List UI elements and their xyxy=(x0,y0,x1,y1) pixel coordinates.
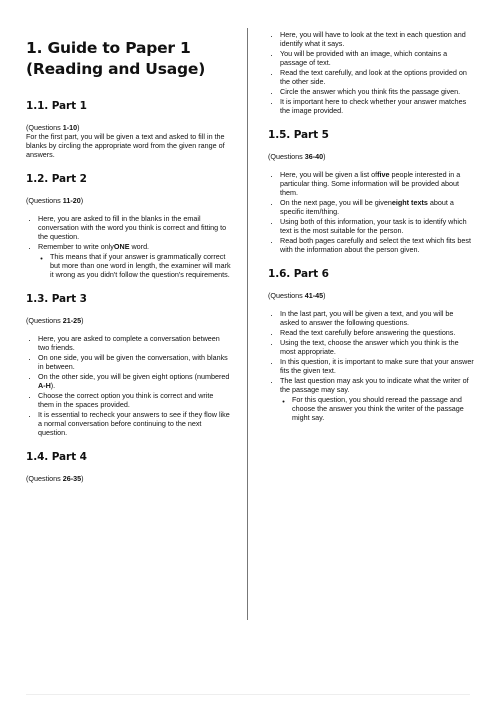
list-item: • On the other side, you will be given eight options (numbered A-H). xyxy=(38,372,231,390)
list-item: • On one side, you will be given the conversation, with blanks in between. xyxy=(38,353,231,371)
section-part-1 xyxy=(26,100,231,159)
list-item: • It is important here to check whether your answer matches the image provided. xyxy=(280,97,474,115)
list-item: • Read the text carefully before answering the questions. xyxy=(280,328,474,337)
right-column xyxy=(268,30,474,436)
section-heading: 1.2. Part 2 xyxy=(26,173,87,185)
list-item: • Here, you are asked to complete a conversation between two friends. xyxy=(38,334,231,352)
section-part-3 xyxy=(26,293,231,437)
section-heading: 1.5. Part 5 xyxy=(268,129,329,141)
section-part-5 xyxy=(268,129,474,254)
section-heading: 1.4. Part 4 xyxy=(26,451,87,463)
list-item: • Read the text carefully, and look at the options provided on the other side. xyxy=(280,68,474,86)
section-part-4 xyxy=(26,451,231,483)
question-range: (Questions 41-45) xyxy=(268,291,326,300)
list-item: • In this question, it is important to make sure that your answer fits the given text. xyxy=(280,357,474,375)
question-range: (Questions 11-20) xyxy=(26,196,84,205)
list-item: • You will be provided with an image, which contains a passage of text. xyxy=(280,49,474,67)
section-text: For the first part, you will be given a text and asked to fill in the blanks by circling the appropriate word from the given range of answers. xyxy=(26,132,225,159)
left-column xyxy=(26,32,231,497)
list-item: • Choose the correct option you think is correct and write them in the spaces provided. xyxy=(38,391,231,409)
page-bottom-rule xyxy=(26,694,470,695)
section-heading: 1.3. Part 3 xyxy=(26,293,87,305)
column-divider xyxy=(247,28,248,620)
list-item: • Using both of this information, your task is to identify which text is the most suitable for the person. xyxy=(280,217,474,235)
section-part-2 xyxy=(26,173,231,279)
section-heading: 1.1. Part 1 xyxy=(26,100,87,112)
bullet-list xyxy=(268,30,474,115)
list-item: • Circle the answer which you think fits the passage given. xyxy=(280,87,474,96)
list-item: • Here, you will have to look at the text in each question and identify what it says. xyxy=(280,30,474,48)
section-part-6 xyxy=(268,268,474,422)
list-item: • It is essential to recheck your answers to see if they flow like a normal conversation before continuing to the next question. xyxy=(38,410,231,437)
list-item: ◦ This means that if your answer is grammatically correct but more than one word in length, the examiner will mark it wrong as you didn't follow the question's requirements. xyxy=(50,252,231,279)
question-range: (Questions 26-35) xyxy=(26,474,84,483)
page-title: 1. Guide to Paper 1 (Reading and Usage) xyxy=(26,39,206,78)
list-item: • On the next page, you will be giveneight texts about a specific item/thing. xyxy=(280,198,474,216)
bullet-list xyxy=(268,170,474,254)
list-item: • Using the text, choose the answer which you think is the most appropriate. xyxy=(280,338,474,356)
list-item: ◦ For this question, you should reread the passage and choose the answer you think the writer of the passage might say. xyxy=(292,395,474,422)
bullet-list xyxy=(26,334,231,437)
list-item: • In the last part, you will be given a text, and you will be asked to answer the following questions. xyxy=(280,309,474,327)
bullet-list xyxy=(268,309,474,422)
question-range: (Questions 21-25) xyxy=(26,316,84,325)
section-heading: 1.6. Part 6 xyxy=(268,268,329,280)
list-item: • Read both pages carefully and select the text which fits best with the information about the person given. xyxy=(280,236,474,254)
section-part-4-continued xyxy=(268,30,474,115)
list-item: • Here, you will be given a list offive people interested in a particular thing. Some information will be provided about them. xyxy=(280,170,474,197)
list-item: • Here, you are asked to fill in the blanks in the email conversation with the word you think is correct and fitting to the question. xyxy=(38,214,231,241)
question-range: (Questions 1-10) xyxy=(26,123,80,132)
list-item: • Remember to write onlyONE word. ◦ This means that if your answer is grammatically correct but more than one word in length, the examiner will mark it wrong as you didn't follow the question's requirements. xyxy=(38,242,231,279)
list-item: • The last question may ask you to indicate what the writer of the passage may say. ◦ For this question, you should reread the passage and choose the answer you think the writer of the passage might say. xyxy=(280,376,474,422)
bullet-list xyxy=(26,214,231,279)
question-range: (Questions 36-40) xyxy=(268,152,326,161)
